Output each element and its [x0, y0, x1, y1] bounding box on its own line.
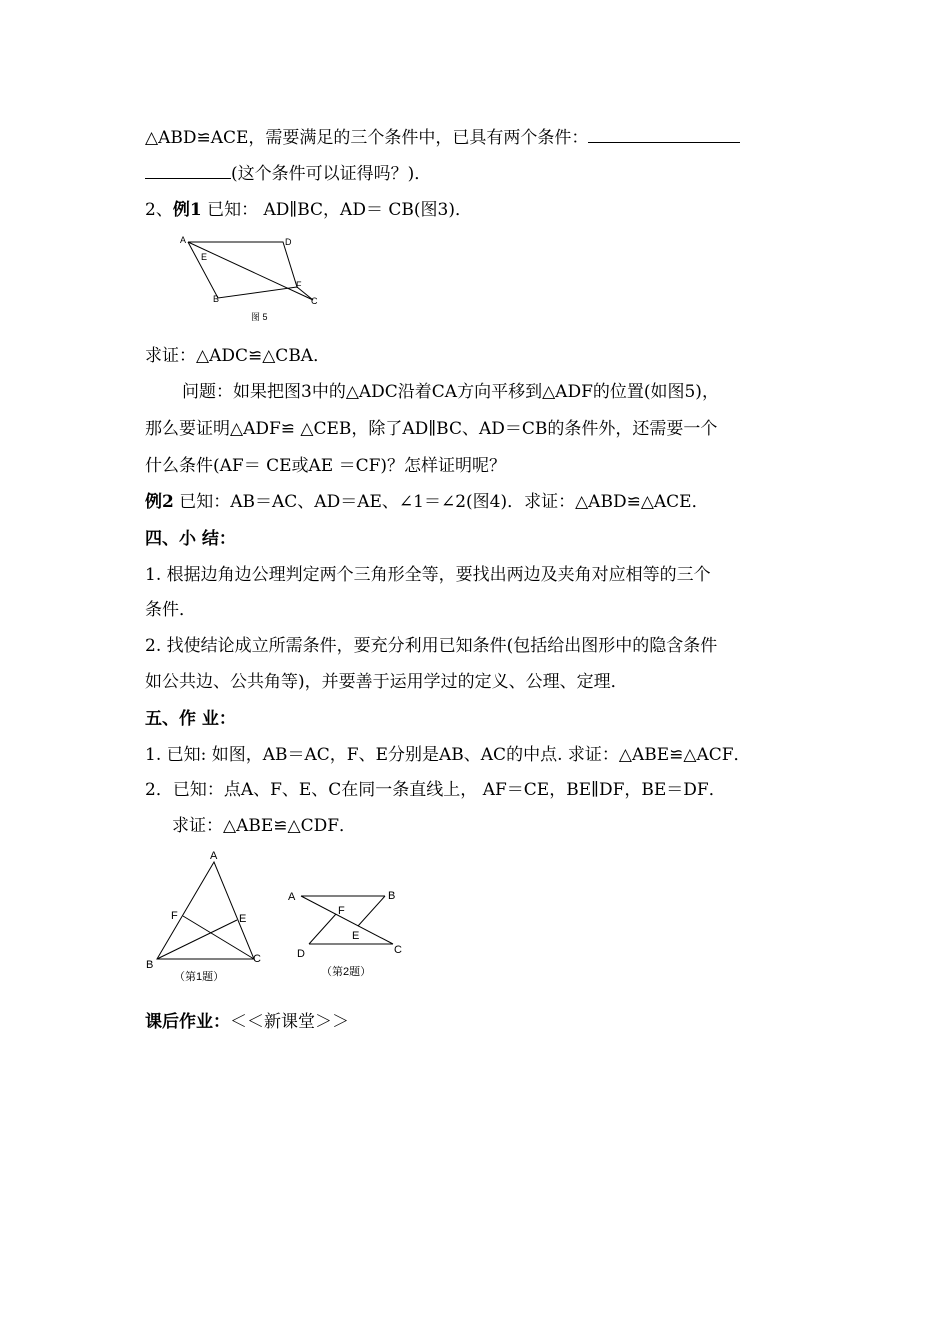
figure-q2-segment-be	[358, 896, 385, 926]
after-class-homework-label: 课后作业：	[145, 1012, 230, 1032]
example-1-line	[145, 198, 472, 222]
line-6	[145, 417, 717, 441]
figure-q1-label-e: E	[239, 913, 247, 925]
figure-5-label-f: F	[296, 280, 302, 290]
figure-q2-label-d: D	[297, 948, 305, 960]
figure-5-label-c: C	[311, 296, 318, 306]
line-16	[145, 778, 726, 802]
line-10-text: 1. 根据边角边公理判定两个三角形全等，要找出两边及夹角对应相等的三个	[145, 565, 711, 585]
figure-5	[175, 232, 335, 327]
figure-q1-caption: （第1题）	[174, 971, 225, 983]
answer-blank-1	[588, 125, 740, 143]
figure-q1-label-a: A	[210, 850, 218, 862]
example-2-line	[145, 490, 709, 514]
figure-q1-label-c: C	[253, 953, 261, 965]
answer-blank-2	[145, 161, 231, 179]
section-homework-title: 五、作 业：	[145, 709, 236, 729]
section-summary-heading	[145, 527, 236, 551]
line-1	[145, 125, 740, 150]
figure-q2-label-a: A	[288, 891, 296, 903]
line-2-text: (这个条件可以证得吗？)．	[231, 164, 432, 184]
line-15-text: 1. 已知: 如图，AB＝AC，F、E分别是AB、AC的中点. 求证：△ABE≌△ACF．	[145, 745, 751, 765]
line-4-text: 求证：△ADC≌△CBA．	[145, 346, 331, 366]
line-13	[145, 670, 628, 694]
figure-q2-segment-df	[309, 914, 336, 944]
line-2	[145, 161, 431, 186]
figure-q2-label-f: F	[338, 905, 345, 917]
line-16-text: 2．已知：点A、F、E、C在同一条直线上， AF＝CE，BE∥DF，BE＝DF．	[145, 780, 726, 800]
figure-5-diagonal	[188, 242, 313, 300]
figure-q2-label-e: E	[352, 930, 360, 942]
line-12	[145, 634, 717, 658]
line-12-text: 2. 找使结论成立所需条件，要充分利用已知条件(包括给出图形中的隐含条件	[145, 636, 718, 656]
line-5-text: 问题：如果把图3中的△ADC沿着CA方向平移到△ADF的位置(如图5)，	[182, 382, 719, 402]
after-class-homework-text: ＜＜新课堂＞＞	[230, 1012, 349, 1032]
figure-q2-segment-ac	[301, 896, 393, 944]
line-6-text: 那么要证明△ADF≌ △CEB，除了AD∥BC、AD＝CB的条件外，还需要一个	[145, 419, 718, 439]
line-11	[145, 598, 196, 622]
line-4	[145, 344, 330, 368]
example-2-text: 已知：AB＝AC、AD＝AE、∠1＝∠2(图4)．求证：△ABD≌△ACE．	[179, 492, 709, 512]
figure-q2-label-b: B	[388, 890, 396, 902]
line-13-text: 如公共边、公共角等)，并要善于运用学过的定义、公理、定理．	[145, 672, 628, 692]
line-11-text: 条件．	[145, 600, 196, 620]
figure-5-caption: 图 5	[251, 312, 268, 322]
line-1-text: △ABD≌ACE，需要满足的三个条件中，已具有两个条件：	[145, 128, 589, 148]
figure-5-outline	[188, 242, 297, 298]
line-5	[182, 380, 719, 404]
line-10	[145, 563, 711, 587]
line-15	[145, 743, 751, 767]
example-2-label: 例2	[145, 492, 174, 512]
figure-q2-label-c: C	[394, 944, 402, 956]
figure-question-2	[285, 880, 415, 985]
figure-5-label-b: B	[213, 294, 220, 304]
figure-q2-caption: （第2题）	[321, 966, 372, 978]
example-1-prefix: 2、	[145, 200, 173, 220]
after-class-homework-line	[145, 1010, 349, 1034]
line-17	[172, 814, 356, 838]
line-7	[145, 454, 506, 478]
example-1-label: 例1	[172, 200, 202, 220]
figure-5-label-e: E	[201, 252, 208, 262]
figure-5-label-a: A	[180, 235, 187, 245]
example-1-given: 已知： AD∥BC，AD＝ CB(图3)．	[207, 200, 472, 220]
line-17-text: 求证：△ABE≌△CDF．	[172, 816, 357, 836]
figure-q1-label-f: F	[171, 910, 178, 922]
line-7-text: 什么条件(AF＝ CE或AE ＝CF)？怎样证明呢？	[145, 456, 507, 476]
section-homework-heading	[145, 707, 236, 731]
figure-question-1	[140, 846, 275, 986]
section-summary-title: 四、小 结：	[145, 529, 236, 549]
figure-5-label-d: D	[285, 237, 292, 247]
figure-q1-label-b: B	[146, 959, 154, 971]
